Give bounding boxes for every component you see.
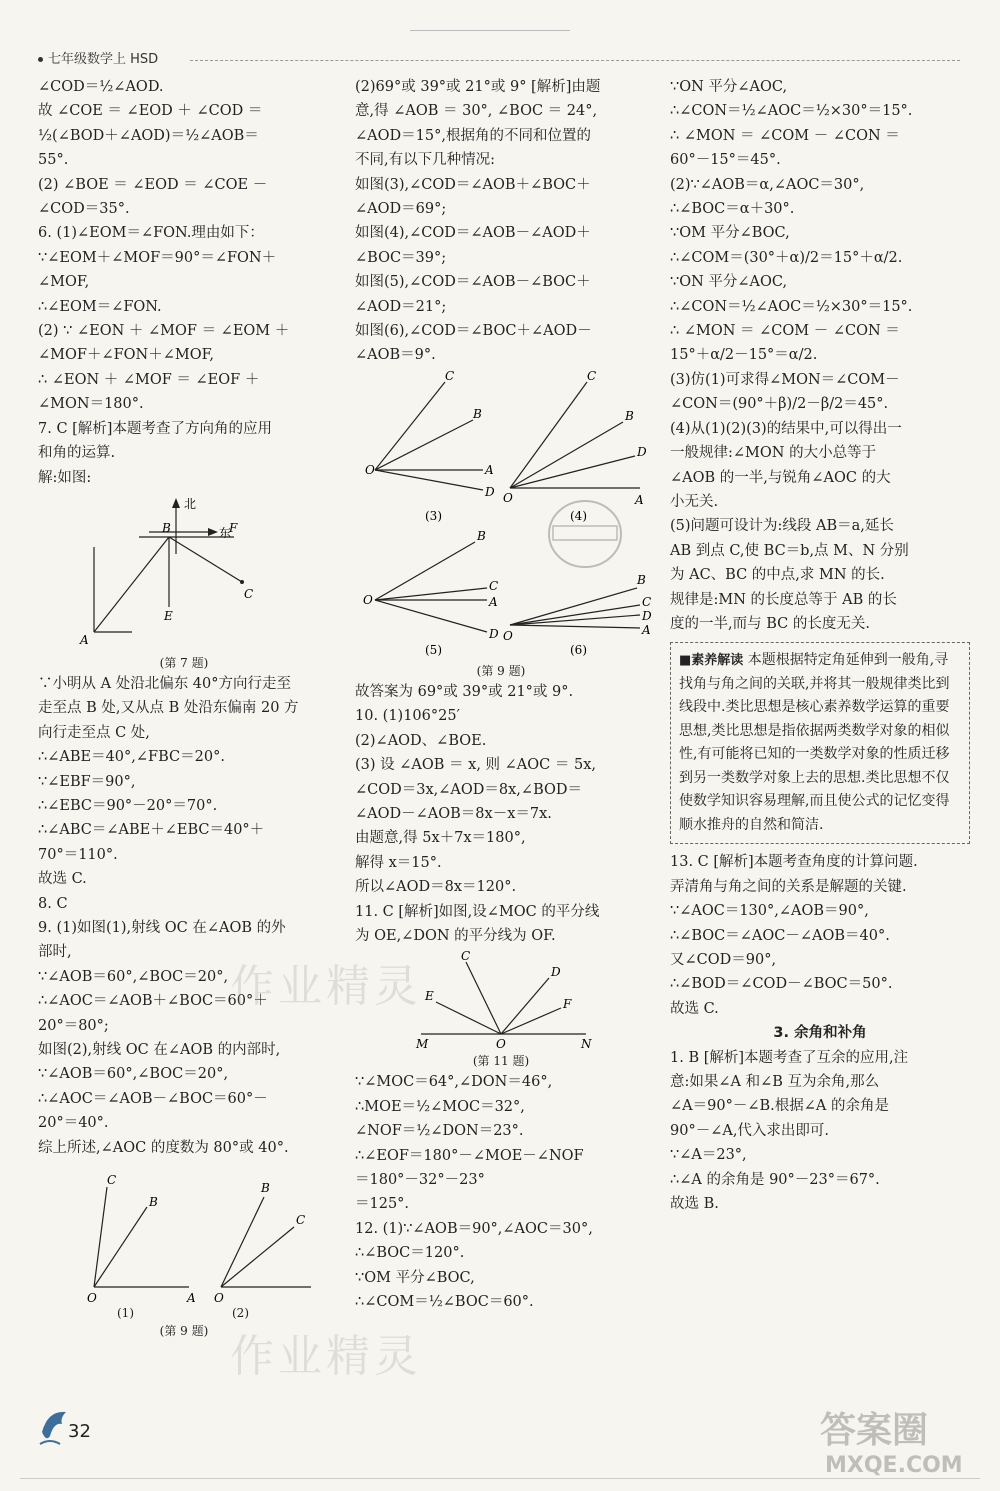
text-line: 故选 C. xyxy=(38,871,87,888)
text-line: ∠NOF＝½∠DON＝23°. xyxy=(355,1123,524,1140)
text-line: 1. B [解析]本题考查了互余的应用,注 xyxy=(670,1049,909,1066)
col2c-lines xyxy=(355,1070,647,1314)
text-line: ∴∠BOC＝120°. xyxy=(355,1245,465,1262)
svg-text:D: D xyxy=(637,444,647,459)
text-line: (4)从(1)(2)(3)的结果中,可以得出一 xyxy=(670,420,902,437)
north-label: 北 xyxy=(184,496,197,511)
text-line: 60°－15°＝45°. xyxy=(670,152,781,169)
label-a: A xyxy=(80,632,89,647)
answer-circle-watermark-icon xyxy=(815,1400,985,1480)
text-line: 10. (1)106°25′ xyxy=(355,708,460,725)
svg-text:A: A xyxy=(642,622,651,637)
text-line: ∴∠EOM＝∠FON. xyxy=(38,298,162,315)
text-line: 70°＝110°. xyxy=(38,846,118,863)
text-line: ∵∠AOB＝60°,∠BOC＝20°, xyxy=(38,968,229,985)
text-line: ＝125°. xyxy=(355,1196,410,1213)
svg-text:M: M xyxy=(416,1037,429,1052)
svg-text:O: O xyxy=(87,1291,97,1306)
svg-text:B: B xyxy=(477,528,486,543)
col1-lines xyxy=(38,75,330,490)
text-line: 不同,有以下几种情况: xyxy=(355,152,495,169)
bottom-rule xyxy=(20,1478,980,1479)
figure-7 xyxy=(64,492,304,652)
text-line: (5)问题可设计为:线段 AB＝a,延长 xyxy=(670,518,894,535)
running-header xyxy=(38,48,158,67)
dolphin-logo-icon xyxy=(38,1402,70,1448)
text-line: ∠COD＝35°. xyxy=(38,201,130,218)
text-line: ∴∠CON＝½∠AOC＝½×30°＝15°. xyxy=(670,298,913,315)
text-line: (3)仿(1)可求得∠MON＝∠COM－ xyxy=(670,371,900,388)
stamp-icon xyxy=(545,496,625,572)
svg-text:B: B xyxy=(473,406,482,421)
svg-text:(3): (3) xyxy=(425,508,442,523)
text-line: 故答案为 69°或 39°或 21°或 9°. xyxy=(355,683,574,700)
text-line: 12. (1)∵∠AOB＝90°,∠AOC＝30°, xyxy=(355,1220,593,1237)
svg-text:D: D xyxy=(642,608,652,623)
text-line: ∵OM 平分∠BOC, xyxy=(670,225,790,242)
col2-lines xyxy=(355,75,647,368)
section-title: 3. 余角和补角 xyxy=(773,1025,867,1042)
text-line: 如图(2),射线 OC 在∠AOB 的内部时, xyxy=(38,1042,281,1058)
figure-11-caption: (第 11 题) xyxy=(472,1054,530,1069)
text-line: 90°－∠A,代入求出即可. xyxy=(670,1122,830,1139)
page-number: 32 xyxy=(68,1421,91,1442)
text-line: ∴∠AOC＝∠AOB＋∠BOC＝60°＋ xyxy=(38,993,268,1010)
svg-text:D: D xyxy=(485,484,495,499)
svg-text:C: C xyxy=(107,1173,117,1188)
east-label: 东 xyxy=(219,525,232,540)
text-line: 如图(3),∠COD＝∠AOB＋∠BOC＋ xyxy=(355,176,591,193)
text-line: ∠AOD＝21°; xyxy=(355,298,447,315)
text-line: ∴ ∠EON ＋ ∠MOF ＝ ∠EOF ＋ xyxy=(38,371,260,388)
top-rule xyxy=(410,30,570,31)
text-line: ∴∠ABE＝40°,∠FBC＝20°. xyxy=(38,749,225,766)
svg-text:C: C xyxy=(587,368,597,383)
svg-text:F: F xyxy=(563,997,572,1012)
watermark-text: 作业精灵 xyxy=(230,961,422,1012)
text-line: ∠MOF, xyxy=(38,274,90,291)
text-line: ∴∠CON＝½∠AOC＝½×30°＝15°. xyxy=(670,103,913,120)
svg-text:C: C xyxy=(642,594,652,609)
text-line: ∵OM 平分∠BOC, xyxy=(355,1269,475,1286)
text-line: (3) 设 ∠AOB ＝ x, 则 ∠AOC ＝ 5x, xyxy=(355,757,596,774)
text-line: 走至点 B 处,又从点 B 处沿东偏南 20 方 xyxy=(38,700,299,717)
text-line: 规律是:MN 的长度总等于 AB 的长 xyxy=(670,591,897,608)
text-line: ∠AOD＝69°; xyxy=(355,201,447,218)
svg-text:MXQE.COM: MXQE.COM xyxy=(825,1453,963,1478)
text-line: 为 AC、BC 的中点,求 MN 的长. xyxy=(670,567,885,584)
text-line: ∵∠MOC＝64°,∠DON＝46°, xyxy=(355,1074,553,1091)
text-line: 度的一半,而与 BC 的长度无关. xyxy=(670,615,870,632)
svg-text:N: N xyxy=(581,1037,592,1052)
text-line: ∵ON 平分∠AOC, xyxy=(670,79,788,95)
svg-text:B: B xyxy=(149,1195,158,1210)
col3b-lines xyxy=(670,850,970,1021)
text-line: 故 ∠COE ＝ ∠EOD ＋ ∠COD ＝ xyxy=(38,103,263,120)
text-line: AB 到点 C,使 BC＝b,点 M、N 分别 xyxy=(670,542,909,559)
figure-9b-caption: (第 9 题) xyxy=(476,663,526,678)
text-line: ∴∠EBC＝90°－20°＝70°. xyxy=(38,797,218,814)
figure-7-caption: (第 7 题) xyxy=(159,655,209,670)
text-line: ∴∠EOF＝180°－∠MOE－∠NOF xyxy=(355,1147,584,1164)
text-line: 20°＝40°. xyxy=(38,1115,109,1132)
svg-text:D: D xyxy=(489,626,499,641)
figure-9-sublabels: (1) (2) xyxy=(117,1306,249,1321)
text-line: (2)69°或 39°或 21°或 9° [解析]由题 xyxy=(355,79,601,95)
text-line: ∠BOC＝39°; xyxy=(355,249,447,266)
text-line: 8. C xyxy=(38,895,68,912)
text-line: 又∠COD＝90°, xyxy=(670,951,777,968)
column-2 xyxy=(355,75,652,1314)
figure-9-1-2 xyxy=(49,1162,319,1306)
text-line: 一般规律:∠MON 的大小总等于 xyxy=(670,445,877,462)
text-line: ½(∠BOD＋∠AOD)＝½∠AOB＝ xyxy=(38,127,259,144)
svg-text:C: C xyxy=(296,1213,306,1228)
svg-text:B: B xyxy=(625,408,634,423)
literacy-note-text: 本题根据特定角延伸到一般角,寻找角与角之间的关联,并将其一般规律类比到线段中.类比思想是核心素养数学运算的重要思想,类比思想是指依据两类数学对象的相似性,有可能将已知的一类数学对象的性质迁移到另一类数学对象上去的思想.类比思想不仅使数学知识容易理解,而且使公式的记忆变得顺水推舟的自然和简洁. xyxy=(679,652,950,833)
svg-text:D: D xyxy=(551,965,561,980)
svg-text:A: A xyxy=(187,1291,196,1306)
svg-text:O: O xyxy=(503,628,513,643)
text-line: ∴∠A 的余角是 90°－23°＝67°. xyxy=(670,1171,880,1188)
text-line: ∠MON＝180°. xyxy=(38,396,144,413)
text-line: ∴∠AOC＝∠AOB－∠BOC＝60°－ xyxy=(38,1090,268,1107)
text-line: (2)∵∠AOB＝α,∠AOC＝30°, xyxy=(670,176,865,193)
svg-text:C: C xyxy=(461,949,471,964)
svg-text:B: B xyxy=(261,1181,270,1196)
label-b: B xyxy=(162,520,171,535)
text-line: ∵∠AOB＝60°,∠BOC＝20°, xyxy=(38,1066,229,1083)
svg-text:O: O xyxy=(365,462,375,477)
col2b-lines xyxy=(355,680,647,948)
svg-text:(4): (4) xyxy=(570,508,587,523)
text-line: 6. (1)∠EOM＝∠FON.理由如下： xyxy=(38,225,264,242)
text-line: 13. C [解析]本题考查角度的计算问题. xyxy=(670,854,918,871)
text-line: 20°＝80°; xyxy=(38,1017,109,1034)
col3c-lines xyxy=(670,1046,970,1217)
svg-text:O: O xyxy=(503,490,513,505)
text-line: ∠MOF＋∠FON＋∠MOF, xyxy=(38,347,215,364)
text-line: 解:如图: xyxy=(38,469,92,486)
text-line: ∴MOE＝½∠MOC＝32°, xyxy=(355,1098,525,1115)
col3-lines xyxy=(670,75,970,636)
text-line: ∴ ∠MON ＝ ∠COM － ∠CON ＝ xyxy=(670,323,900,340)
text-line: ∵∠A＝23°, xyxy=(670,1147,747,1164)
text-line: 15°＋α/2－15°＝α/2. xyxy=(670,347,818,364)
text-line: ∴∠BOC＝α＋30°. xyxy=(670,201,795,218)
text-line: 由题意,得 5x＋7x＝180°, xyxy=(355,830,526,847)
text-line: 为 OE,∠DON 的平分线为 OF. xyxy=(355,927,556,944)
text-line: 11. C [解析]如图,设∠MOC 的平分线 xyxy=(355,903,600,920)
text-line: ∠AOB＝9°. xyxy=(355,347,436,364)
header-title: 七年级数学上 HSD xyxy=(48,52,159,67)
text-line: (2) ∵ ∠EON ＋ ∠MOF ＝ ∠EOM ＋ xyxy=(38,323,290,340)
text-line: ∠A＝90°－∠B.根据∠A 的余角是 xyxy=(670,1098,889,1115)
svg-text:C: C xyxy=(489,578,499,593)
svg-text:O: O xyxy=(363,592,373,607)
svg-text:答案圈: 答案圈 xyxy=(820,1410,929,1451)
label-f: F xyxy=(229,520,238,535)
text-line: ∵∠EOM＋∠MOF＝90°＝∠FON＋ xyxy=(38,249,277,266)
text-line: 弄清角与角之间的关系是解题的关键. xyxy=(670,878,907,895)
svg-text:B: B xyxy=(637,572,646,587)
watermark-text-2: 作业精灵 xyxy=(230,1331,422,1382)
svg-text:O: O xyxy=(214,1291,224,1306)
svg-text:A: A xyxy=(485,462,494,477)
text-line: 如图(5),∠COD＝∠AOB－∠BOC＋ xyxy=(355,274,591,291)
text-line: ∴∠COM＝½∠BOC＝60°. xyxy=(355,1294,534,1310)
text-line: ∠AOD＝15°,根据角的不同和位置的 xyxy=(355,127,591,144)
svg-text:(6): (6) xyxy=(570,642,587,657)
literacy-note-box xyxy=(670,642,970,844)
text-line: ＝180°－32°－23° xyxy=(355,1171,485,1188)
text-line: 解得 x＝15°. xyxy=(355,854,442,871)
text-line: 向行走至点 C 处, xyxy=(38,724,150,741)
text-line: ∵∠EBF＝90°, xyxy=(38,773,136,790)
text-line: ∴∠BOC＝∠AOC－∠AOB＝40°. xyxy=(670,927,890,944)
text-line: 意:如果∠A 和∠B 互为余角,那么 xyxy=(670,1074,880,1090)
svg-text:E: E xyxy=(425,989,434,1004)
text-line: 如图(6),∠COD＝∠BOC＋∠AOD－ xyxy=(355,323,592,340)
text-line: 综上所述,∠AOC 的度数为 80°或 40°. xyxy=(38,1139,289,1156)
header-rule xyxy=(190,60,960,61)
text-line: 意,得 ∠AOB ＝ 30°, ∠BOC ＝ 24°, xyxy=(355,103,598,120)
text-line: ∴∠ABC＝∠ABE＋∠EBC＝40°＋ xyxy=(38,822,265,839)
svg-text:(5): (5) xyxy=(425,642,442,657)
text-line: 7. C [解析]本题考查了方向角的应用 xyxy=(38,420,272,437)
figure-9a-caption: (第 9 题) xyxy=(159,1324,209,1339)
text-line: ∴∠BOD＝∠COD－∠BOC＝50°. xyxy=(670,976,893,993)
figure-11 xyxy=(411,950,591,1050)
text-line: 如图(4),∠COD＝∠AOB－∠AOD＋ xyxy=(355,225,591,242)
text-line: ∠AOB 的一半,与锐角∠AOC 的大 xyxy=(670,469,891,486)
column-1 xyxy=(38,75,330,1340)
text-line: 和角的运算. xyxy=(38,445,116,462)
text-line: 小无关. xyxy=(670,493,719,510)
text-line: 故选 B. xyxy=(670,1196,719,1213)
text-line: ∴∠COM＝(30°＋α)/2＝15°＋α/2. xyxy=(670,249,903,266)
col1b-lines xyxy=(38,672,330,1160)
text-line: (2)∠AOD、∠BOE. xyxy=(355,732,487,749)
label-c: C xyxy=(244,586,254,601)
text-line: ∠COD＝½∠AOD. xyxy=(38,79,164,95)
text-line: 55°. xyxy=(38,152,69,169)
svg-text:O: O xyxy=(496,1037,506,1052)
text-line: ∵小明从 A 处沿北偏东 40°方向行走至 xyxy=(38,675,291,692)
svg-text:A: A xyxy=(635,492,644,507)
text-line: ∴ ∠MON ＝ ∠COM － ∠CON ＝ xyxy=(670,127,900,144)
label-e: E xyxy=(164,608,173,623)
column-3 xyxy=(670,75,970,1216)
text-line: 故选 C. xyxy=(670,1000,719,1017)
text-line: ∵∠AOC＝130°,∠AOB＝90°, xyxy=(670,903,869,920)
text-line: (2) ∠BOE ＝ ∠EOD ＝ ∠COE － xyxy=(38,176,268,193)
text-line: 所以∠AOD＝8x＝120°. xyxy=(355,879,517,896)
text-line: 部时, xyxy=(38,944,72,961)
text-line: ∠AOD－∠AOB＝8x－x＝7x. xyxy=(355,805,552,822)
literacy-note-tag: ■素养解读 xyxy=(679,653,744,669)
svg-text:A: A xyxy=(489,594,498,609)
text-line: ∠CON＝(90°＋β)/2－β/2＝45°. xyxy=(670,396,889,413)
text-line: 9. (1)如图(1),射线 OC 在∠AOB 的外 xyxy=(38,919,286,936)
text-line: ∠COD＝3x,∠AOD＝8x,∠BOD＝ xyxy=(355,781,583,798)
text-line: ∵ON 平分∠AOC, xyxy=(670,274,788,291)
svg-text:C: C xyxy=(445,368,455,383)
